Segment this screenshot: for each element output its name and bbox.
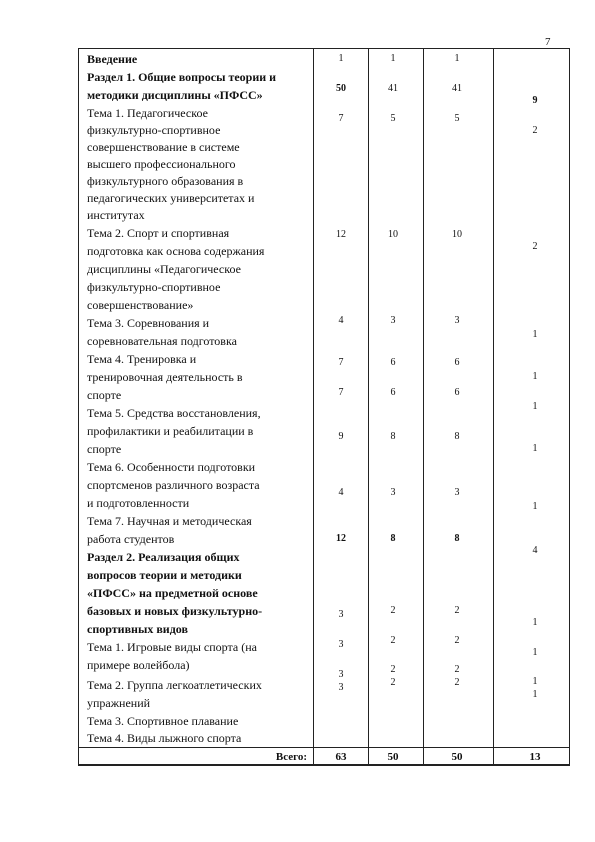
column-divider [423,49,424,764]
cell-value: 8 [454,431,460,442]
cell-value: 1 [390,53,396,64]
cell-value: 3 [338,669,344,680]
cell-value: 1 [532,647,538,658]
row-label: дисциплины «Педагогическое [87,262,241,276]
cell-value: 2 [390,635,396,646]
cell-value: 1 [338,53,344,64]
cell-value: 3 [338,609,344,620]
cell-value: 2 [390,605,396,616]
cell-value: 2 [454,635,460,646]
cell-value: 2 [454,605,460,616]
row-label: подготовка как основа содержания [87,244,265,258]
row-label: Тема 3. Соревнования и [87,316,210,330]
cell-value: 12 [336,533,346,544]
cell-value: 2 [454,677,460,688]
row-label: профилактики и реабилитации в [87,424,254,438]
cell-value: 6 [454,387,460,398]
row-label: физкультурно-спортивное [87,123,221,137]
cell-value: 6 [390,387,396,398]
row-label: институтах [87,208,145,222]
cell-value: 9 [532,95,538,106]
row-label: спортсменов различного возраста [87,478,260,492]
cell-value: 1 [532,676,538,687]
row-label: Раздел 1. Общие вопросы теории и [87,70,277,84]
row-label: методики дисциплины «ПФСС» [87,88,263,102]
row-label: вопросов теории и методики [87,568,242,582]
row-label: спорте [87,388,122,402]
cell-value: 8 [454,533,460,544]
row-label: упражнений [87,696,151,710]
cell-value: 1 [532,689,538,700]
row-label: примере волейбола) [87,658,190,672]
row-label: Тема 4. Виды лыжного спорта [87,731,242,745]
row-label: «ПФСС» на предметной основе [87,586,258,600]
cell-value: 3 [338,682,344,693]
cell-value: 6 [454,357,460,368]
cell-value: 7 [338,113,344,124]
row-label: базовых и новых физкультурно- [87,604,263,618]
cell-value: 12 [336,229,346,240]
row-label: спорте [87,442,122,456]
row-label: и подготовленности [87,496,190,510]
column-divider [368,49,369,764]
cell-value: 1 [532,329,538,340]
cell-value: 8 [390,533,396,544]
cell-value: 1 [532,617,538,628]
row-label: соревновательная подготовка [87,334,237,348]
cell-value: 3 [454,487,460,498]
row-label: совершенствование» [87,298,194,312]
cell-value: 41 [452,83,462,94]
hours-table [78,48,570,766]
total-value: 13 [529,751,541,763]
cell-value: 1 [532,443,538,454]
column-divider [313,49,314,764]
cell-value: 1 [532,371,538,382]
cell-value: 10 [452,229,462,240]
row-label: педагогических университетах и [87,191,255,205]
cell-value: 5 [390,113,396,124]
cell-value: 9 [338,431,344,442]
cell-value: 1 [532,501,538,512]
row-label: высшего профессионального [87,157,236,171]
row-label: работа студентов [87,532,175,546]
row-label: физкультурно-спортивное [87,280,221,294]
cell-value: 7 [338,357,344,368]
cell-value: 8 [390,431,396,442]
total-value: 50 [451,751,463,763]
cell-value: 6 [390,357,396,368]
cell-value: 1 [532,401,538,412]
cell-value: 2 [454,664,460,675]
row-label: Тема 6. Особенности подготовки [87,460,256,474]
cell-value: 4 [532,545,538,556]
cell-value: 2 [390,664,396,675]
cell-value: 2 [532,241,538,252]
row-label: Тема 4. Тренировка и [87,352,197,366]
cell-value: 5 [454,113,460,124]
row-label: физкультурного образования в [87,174,244,188]
row-label: Тема 7. Научная и методическая [87,514,252,528]
row-label: совершенствование в системе [87,140,240,154]
cell-value: 41 [388,83,398,94]
row-label: Тема 3. Спортивное плавание [87,714,239,728]
cell-value: 3 [454,315,460,326]
row-label: Тема 2. Спорт и спортивная [87,226,230,240]
cell-value: 3 [390,315,396,326]
total-value: 63 [335,751,347,763]
row-label: Введение [87,52,138,66]
row-label: тренировочная деятельность в [87,370,243,384]
cell-value: 2 [532,125,538,136]
cell-value: 7 [338,387,344,398]
total-label: Всего: [275,751,307,763]
row-label: Раздел 2. Реализация общих [87,550,240,564]
cell-value: 10 [388,229,398,240]
total-value: 50 [387,751,399,763]
cell-value: 2 [390,677,396,688]
cell-value: 50 [336,83,346,94]
cell-value: 1 [454,53,460,64]
cell-value: 4 [338,487,344,498]
row-label: спортивных видов [87,622,188,636]
row-label: Тема 2. Группа легкоатлетических [87,678,262,692]
column-divider [493,49,494,764]
cell-value: 3 [338,639,344,650]
row-label: Тема 1. Игровые виды спорта (на [87,640,257,654]
page-number: 7 [545,36,551,48]
row-label: Тема 1. Педагогическое [87,106,208,120]
cell-value: 3 [390,487,396,498]
row-label: Тема 5. Средства восстановления, [87,406,261,420]
cell-value: 4 [338,315,344,326]
